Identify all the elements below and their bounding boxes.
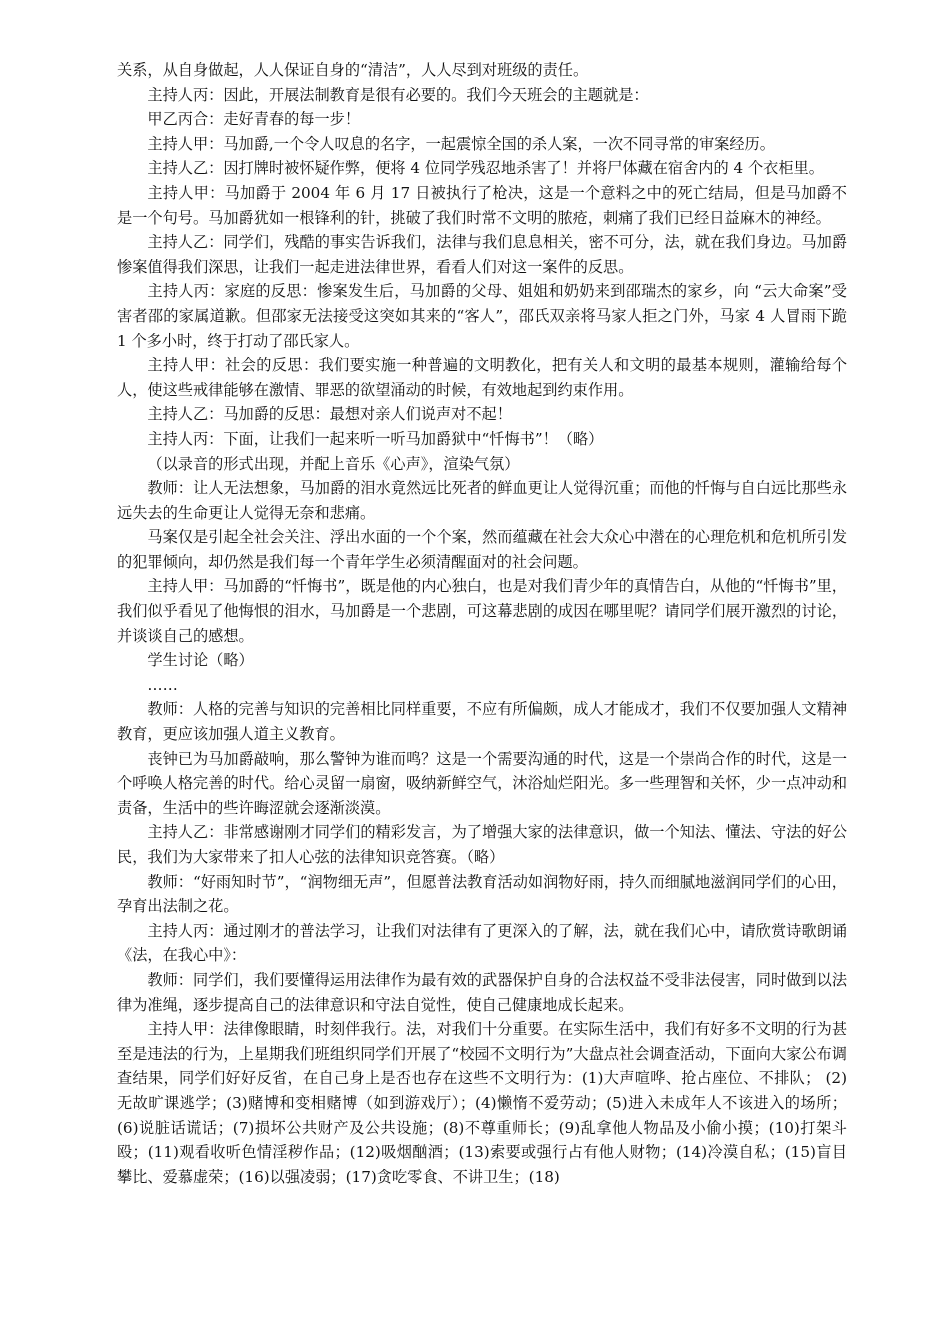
paragraph: 主持人乙：马加爵的反思：最想对亲人们说声对不起！ [147, 405, 512, 424]
paragraph: 主持人甲：法律像眼睛，时刻伴我行。法，对我们十分重要。在实际生活中，我们有好多不文明的行为甚至是违法的行为，上星期我们班组织同学们开展了“校园不文明行为”大盘点社会调查活动，下面向大家公布调查结果，同学们好好反省，在自己身上是否也存在这些不文明行为：(1)大声喧哗、抢占座位、不排队； (2)无故旷课逃学；(3)赌博和变相赌博（如到游戏厅）；(4)懒惰不爱劳动；(5)进入未成年人不该进入的场所；(6)说脏话谎话；(7)损坏公共财产及公共设施；(8)不尊重师长；(9)乱拿他人物品及小偷小摸；(10)打架斗殴；(11)观看收听色情淫秽作品；(12)吸烟酗酒；(13)索要或强行占有他人财物；(14)冷漠自私；(15)盲目攀比、爱慕虚荣；(16)以强凌弱；(17)贪吃零食、不讲卫生；(18) [117, 1020, 847, 1186]
paragraph: 主持人甲：马加爵,一个令人叹息的名字，一起震惊全国的杀人案，一次不同寻常的审案经历。 [147, 134, 775, 153]
paragraph: （以录音的形式出现，并配上音乐《心声》，渲染气氛） [147, 454, 520, 473]
paragraph: 主持人乙：非常感谢刚才同学们的精彩发言，为了增强大家的法律意识，做一个知法、懂法、守法的好公民，我们为大家带来了扣人心弦的法律知识竞答赛。（略） [117, 823, 847, 866]
paragraph: 主持人乙：同学们，残酷的事实告诉我们，法律与我们息息相关，密不可分，法，就在我们身边。马加爵惨案值得我们深思，让我们一起走进法律世界，看看人们对这一案件的反思。 [117, 233, 847, 276]
paragraph: 主持人丙：家庭的反思：惨案发生后，马加爵的父母、姐姐和奶奶来到邵瑞杰的家乡，向 “云大命案”受害者邵的家属道歉。但邵家无法接受这突如其来的“客人”，邵氏双亲将马家人拒之门外，马家 4 人冒雨下跪 1 个多小时，终于打动了邵氏家人。 [117, 282, 847, 350]
paragraph: 丧钟已为马加爵敲响，那么警钟为谁而鸣？这是一个需要沟通的时代，这是一个崇尚合作的时代，这是一个呼唤人格完善的时代。给心灵留一扇窗，吸纳新鲜空气，沐浴灿烂阳光。多一些理智和关怀，少一点冲动和责备，生活中的些许晦涩就会逐渐淡漠。 [117, 749, 847, 817]
paragraph: 马案仅是引起全社会关注、浮出水面的一个个案，然而蕴藏在社会大众心中潜在的心理危机和危机所引发的犯罪倾向，却仍然是我们每一个青年学生必须清醒面对的社会问题。 [117, 528, 847, 571]
paragraph: 主持人丙：通过刚才的普法学习，让我们对法律有了更深入的了解，法，就在我们心中，请欣赏诗歌朗诵《法，在我心中》： [117, 921, 847, 965]
paragraph: …… [147, 675, 178, 694]
paragraph: 学生讨论（略） [147, 651, 254, 670]
paragraph: 主持人甲：社会的反思：我们要实施一种普遍的文明教化，把有关人和文明的最基本规则，灌输给每个人，使这些戒律能够在激情、罪恶的欲望涌动的时候，有效地起到约束作用。 [117, 356, 847, 399]
paragraph: 教师：人格的完善与知识的完善相比同样重要，不应有所偏颇，成人才能成才，我们不仅要加强人文精神教育，更应该加强人道主义教育。 [117, 700, 847, 744]
paragraph: 教师：同学们，我们要懂得运用法律作为最有效的武器保护自身的合法权益不受非法侵害，同时做到以法律为准绳，逐步提高自己的法律意识和守法自觉性，使自己健康地成长起来。 [117, 970, 847, 1014]
paragraph: 主持人丙：因此，开展法制教育是很有必要的。我们今天班会的主题就是： [147, 85, 649, 104]
paragraph-continuation: 关系，从自身做起，人人保证自身的“清洁”，人人尽到对班级的责任。 [117, 61, 589, 79]
paragraph: 主持人甲：马加爵的“忏悔书”，既是他的内心独白，也是对我们青少年的真情告白，从他的“忏悔书”里，我们似乎看见了他悔恨的泪水，马加爵是一个悲剧，可这幕悲剧的成因在哪里呢？请同学们展开激烈的讨论，并谈谈自己的感想。 [117, 577, 847, 645]
paragraph: 甲乙丙合：走好青春的每一步！ [147, 110, 361, 129]
paragraph: 教师：“好雨知时节”，“润物细无声”，但愿普法教育活动如润物好雨，持久而细腻地滋润同学们的心田，孕育出法制之花。 [117, 872, 847, 916]
document-page [117, 58, 847, 1189]
paragraph: 主持人丙：下面，让我们一起来听一听马加爵狱中“忏悔书”！（略） [147, 429, 604, 448]
paragraph: 主持人甲：马加爵于 2004 年 6 月 17 日被执行了枪决，这是一个意料之中的死亡结局，但是马加爵不是一个句号。马加爵犹如一根锋利的针，挑破了我们时常不文明的脓疮，刺痛了我们已经日益麻木的神经。 [117, 183, 847, 227]
paragraph: 主持人乙：因打牌时被怀疑作弊，便将 4 位同学残忍地杀害了！并将尸体藏在宿舍内的 4 个衣柜里。 [147, 159, 824, 178]
paragraph: 教师：让人无法想象，马加爵的泪水竟然远比死者的鲜血更让人觉得沉重；而他的忏悔与自白远比那些永远失去的生命更让人觉得无奈和悲痛。 [117, 479, 847, 522]
